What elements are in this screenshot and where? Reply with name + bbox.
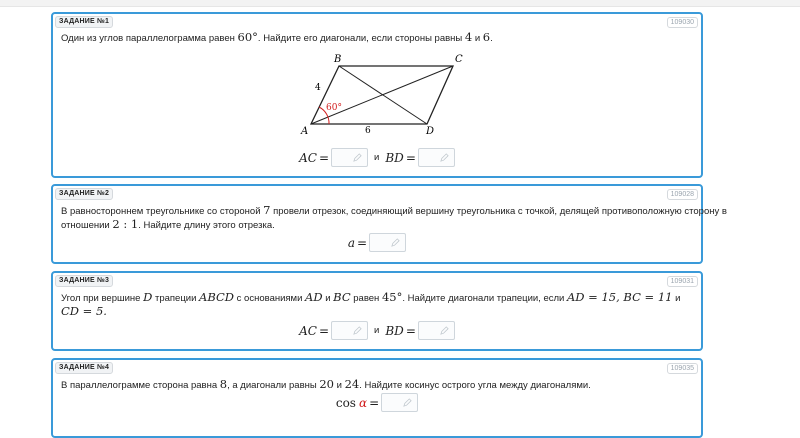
answer-input-ac[interactable] [331, 321, 368, 340]
answer-input-bd[interactable] [418, 148, 455, 167]
alpha-symbol: α [358, 395, 368, 410]
answer-row: AC = и BD = [53, 148, 701, 167]
task-id[interactable]: 109031 [667, 276, 698, 287]
diagonal-ac [311, 66, 453, 124]
edit-icon [440, 153, 449, 162]
answer-input-cos[interactable] [381, 393, 418, 412]
task-text-line2: CD = 5. [61, 304, 107, 318]
answer-label-ac: AC [299, 150, 317, 165]
answer-label-a: a [347, 235, 356, 250]
answer-input-ac[interactable] [331, 148, 368, 167]
side-ab-label: 4 [315, 83, 321, 93]
answer-label-bd: BD [385, 150, 404, 165]
task-tag: ЗАДАНИЕ №2 [55, 188, 113, 200]
edit-icon [440, 326, 449, 335]
task-id[interactable]: 109035 [667, 363, 698, 374]
task-text: Один из углов параллелограмма равен 60°. Найдите его диагонали, если стороны равны 4 и 6. [61, 30, 493, 44]
vertex-a: A [301, 126, 309, 137]
task-card-2 [51, 184, 727, 264]
task-card-3 [51, 271, 703, 351]
edit-icon [391, 238, 400, 247]
edit-icon [353, 326, 362, 335]
task-text-line1: Угол при вершине D трапеции ABCD с основаниями AD и BC равен 45°. Найдите диагонали трапеции, если AD = 15, BC = 11 и [61, 290, 681, 304]
task-tag: ЗАДАНИЕ №4 [55, 362, 113, 374]
side-ad-label: 6 [365, 126, 371, 136]
vertex-c: C [455, 54, 463, 65]
task-text-line2: отношении 2 : 1. Найдите длину этого отрезка. [61, 217, 275, 231]
task-card-1 [51, 12, 703, 178]
task-tag: ЗАДАНИЕ №1 [55, 16, 113, 28]
answer-input-a[interactable] [369, 233, 406, 252]
edit-icon [353, 153, 362, 162]
answer-label-bd: BD [385, 323, 404, 338]
answer-label-cos: cos [335, 395, 356, 410]
answer-row: cos α = [53, 393, 701, 412]
answer-input-bd[interactable] [418, 321, 455, 340]
angle-label: 60° [326, 103, 342, 113]
diagonal-bd [339, 66, 427, 124]
vertex-d: D [426, 126, 435, 137]
task-card-4 [51, 358, 703, 438]
parallelogram-figure [293, 52, 473, 140]
answer-label-ac: AC [299, 323, 317, 338]
task-id[interactable]: 109030 [667, 17, 698, 28]
answer-row: a = [53, 233, 701, 252]
vertex-b: B [334, 54, 342, 65]
task-text-line1: В равностороннем треугольнике со стороной 7 провели отрезок, соединяющий вершину треугольника с точкой, делящей противоположную сторону в [61, 203, 727, 217]
task-id[interactable]: 109028 [667, 189, 698, 200]
edit-icon [403, 398, 412, 407]
task-tag: ЗАДАНИЕ №3 [55, 275, 113, 287]
top-bar [0, 0, 800, 7]
answer-row: AC = и BD = [53, 321, 701, 340]
task-text: В параллелограмме сторона равна 8, а диагонали равны 20 и 24. Найдите косинус острого угла между диагоналями. [61, 377, 591, 391]
